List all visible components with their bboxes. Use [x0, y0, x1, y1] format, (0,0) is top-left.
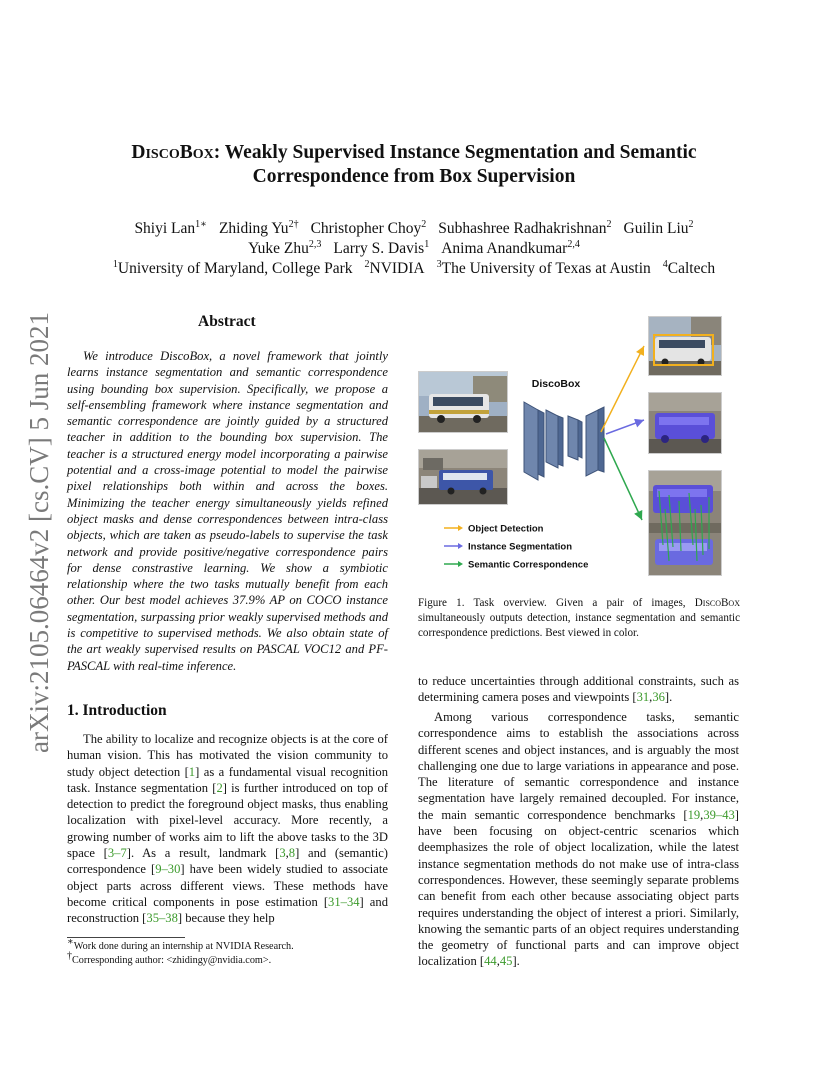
affiliation: [437, 260, 651, 277]
paragraph-text: ] as a fundamental visual recognition task. Instance segmentation [: [67, 764, 388, 795]
affiliation-name: The University of Texas at Austin: [441, 260, 651, 277]
footnote-mark: †: [67, 950, 72, 962]
citation-link[interactable]: 8: [288, 846, 296, 861]
affiliation: [365, 260, 425, 277]
affiliation-name: NVIDIA: [369, 260, 425, 277]
legend-label: Semantic Correspondence: [468, 559, 589, 571]
legend-entry: [444, 524, 544, 535]
paragraph-text: ,: [649, 690, 653, 705]
title-line2: Correspondence from Box Supervision: [252, 166, 576, 187]
author-name: Christopher Choy: [310, 220, 422, 237]
affiliation-mark: 4: [662, 258, 668, 270]
author: [311, 220, 427, 237]
author-affiliation-mark: 1: [424, 238, 430, 250]
network-label: DiscoBox: [531, 378, 581, 390]
output-semantic-correspondence-image: [648, 470, 722, 576]
author-affiliation-mark: 2: [421, 218, 427, 230]
citation-link[interactable]: 35–38: [146, 911, 178, 926]
author-affiliation-mark: 2†: [288, 218, 299, 230]
paragraph-text: Among various correspondence tasks, semantic correspondence aims to establish the associations across different scenes and object instances, and is arguably the most challenging one due to large variations in appearance and pose. The literature of semantic correspondence and instance segmentation have largely remained decoupled. For instance, the main semantic correspondence benchmarks [: [418, 710, 739, 822]
affiliation-name: Caltech: [667, 260, 716, 277]
legend-entry: [444, 560, 588, 571]
output-detection-image: [648, 316, 722, 376]
abstract-heading: Abstract: [198, 313, 256, 330]
citation-link[interactable]: 3: [279, 846, 286, 861]
intro-paragraph-1: [67, 731, 388, 927]
citation-link[interactable]: 19: [687, 807, 701, 822]
legend-arrowhead: [458, 525, 463, 531]
caption-method-name: DiscoBox: [694, 597, 740, 609]
citation-link[interactable]: 3–7: [107, 846, 127, 861]
citation-link[interactable]: 1: [188, 764, 196, 779]
paragraph-text: ]. As a result, landmark [: [126, 846, 280, 861]
legend-label: Object Detection: [468, 523, 544, 535]
author-list: [50, 219, 778, 259]
author-affiliation-mark: 1∗: [195, 218, 207, 230]
legend-label: Instance Segmentation: [468, 541, 572, 553]
abstract-text: We introduce DiscoBox, a novel framework that jointly learns instance segmentation and semantic correspondence using bounding box supervision. Specifically, we propose a self-ensembling framework where instance segmentation and semantic correspondence are jointly guided by a structured teacher in addition to the bounding box supervision. The teacher is a structured energy model incorporating a pairwise potential and a cross-image potential to model the pairwise pixel relationships both within and across the boxes. Minimizing the teacher energy simultaneously yields refined object masks and dense correspondences between intra-class objects, which are taken as pseudo-labels to supervise the task network and provide positive/negative correspondence pairs for dense constrastive learning. We show a symbiotic relationship where the two tasks mutually benefit from each other. Our best model achieves 37.9% AP on COCO instance segmentation, surpassing prior weakly supervised methods and is competitive to supervised methods. We also obtain state of the art weakly supervised results on PASCAL VOC12 and PF-PASCAL with real-time inference.: [67, 349, 388, 673]
paragraph-text: ,: [496, 954, 500, 969]
author-affiliation-mark: 2: [688, 218, 694, 230]
author-name: Guilin Liu: [623, 220, 689, 237]
author-name: Zhiding Yu: [218, 220, 289, 237]
citation-link[interactable]: 36: [652, 690, 665, 705]
author-name: Shiyi Lan: [134, 220, 196, 237]
footnote-mark: ∗: [67, 936, 74, 948]
paragraph-text: ] because they help: [177, 911, 275, 926]
paragraph-text: The ability to localize and recognize objects is at the core of human vision. This has motivated the vision community to study object detection [: [67, 732, 388, 779]
author: [441, 240, 580, 257]
footnote-divider: [67, 937, 185, 938]
intro-paragraph-2: [418, 709, 739, 970]
footnote-text: Corresponding author: <zhidingy@nvidia.com>.: [72, 955, 272, 966]
caption-rest: simultaneously outputs detection, instance segmentation and semantic correspondence predictions. Best viewed in color.: [418, 612, 740, 639]
author: [438, 220, 611, 237]
output-instance-segmentation-image: [648, 392, 722, 454]
arxiv-identifier-stamp: [18, 298, 58, 758]
affiliation: [663, 260, 715, 277]
paragraph-text: to reduce uncertainties through additional constraints, such as determining camera poses and viewpoints [: [418, 674, 739, 705]
paragraph-text: ] have been widely studied to associate object parts across different views. These methods have become critical components in pose estimation [: [67, 862, 388, 909]
figure-1-caption: [418, 596, 740, 641]
citation-link[interactable]: 9–30: [155, 862, 181, 877]
paragraph-text: ] is further introduced on top of detection to predict the foreground object masks, thus enabling localization with pixel-level accuracy. More recently, a growing number of works aim to lift the above tasks to the 3D space [: [67, 780, 389, 861]
affiliation: [113, 260, 353, 277]
affiliation-mark: 1: [112, 258, 118, 270]
author-name: Anima Anandkumar: [441, 240, 568, 257]
figure-1-task-overview: [416, 312, 746, 588]
affiliation-mark: 3: [436, 258, 442, 270]
title-line1: : Weakly Supervised Instance Segmentation and Semantic: [213, 142, 697, 163]
paragraph-text: ] and reconstruction [: [67, 894, 388, 926]
author-affiliation-mark: 2,3: [308, 238, 322, 250]
author: [624, 220, 694, 237]
figure-legend: [442, 518, 642, 578]
citation-link[interactable]: 45: [499, 954, 513, 969]
citation-link[interactable]: 39–43: [703, 807, 735, 822]
paragraph-text: ].: [512, 954, 520, 969]
citation-link[interactable]: 31–34: [328, 894, 360, 909]
paragraph-text: ] and (semantic) correspondence [: [67, 846, 389, 877]
author-name: Subhashree Radhakrishnan: [438, 220, 607, 237]
citation-link[interactable]: 31: [636, 690, 650, 705]
footnote-internship: [67, 936, 294, 953]
legend-arrowhead: [458, 561, 463, 567]
author: [134, 220, 207, 237]
caption-prefix: Figure 1. Task overview. Given a pair of images,: [418, 597, 695, 609]
affiliation-name: University of Maryland, College Park: [117, 260, 353, 277]
footnote-text: Work done during an internship at NVIDIA Research.: [73, 941, 294, 952]
introduction-heading: 1. Introduction: [67, 702, 167, 719]
author: [333, 240, 429, 257]
arxiv-id-text: arXiv:2105.06464v2 [cs.CV] 5 Jun 2021: [24, 312, 54, 753]
author-name: Yuke Zhu: [248, 240, 309, 257]
citation-link[interactable]: 2: [216, 780, 223, 795]
footnote-corresponding-author: [67, 950, 272, 967]
paragraph-text: ] have been focusing on object-centric scenarios which deemphasizes the role of object localization, while the latest instance segmentation methods do not make use of intra-class correspondences. However, these seemingly separate problems can benefit from each other because associating object parts requires understanding the object of interest a priori. Similarly, knowing the semantic parts of an object requires understanding the geometry of functional parts and can improve object localization [: [418, 807, 739, 969]
title-method-name: DiscoBox: [131, 142, 214, 163]
author-name: Larry S. Davis: [333, 240, 425, 257]
author-affiliation-mark: 2: [606, 218, 612, 230]
author: [248, 240, 321, 257]
paragraph-text: ,: [700, 807, 704, 822]
citation-link[interactable]: 44: [484, 954, 497, 969]
affiliation-mark: 2: [364, 258, 370, 270]
affiliation-list: [50, 259, 778, 279]
intro-paragraph-1-continued: [418, 673, 739, 706]
author: [219, 220, 299, 237]
legend-arrowhead: [458, 543, 463, 549]
paragraph-text: ].: [664, 690, 673, 705]
paper-title: [60, 141, 768, 189]
paragraph-text: ,: [285, 846, 289, 861]
legend-entry: [444, 542, 572, 553]
author-affiliation-mark: 2,4: [567, 238, 580, 250]
